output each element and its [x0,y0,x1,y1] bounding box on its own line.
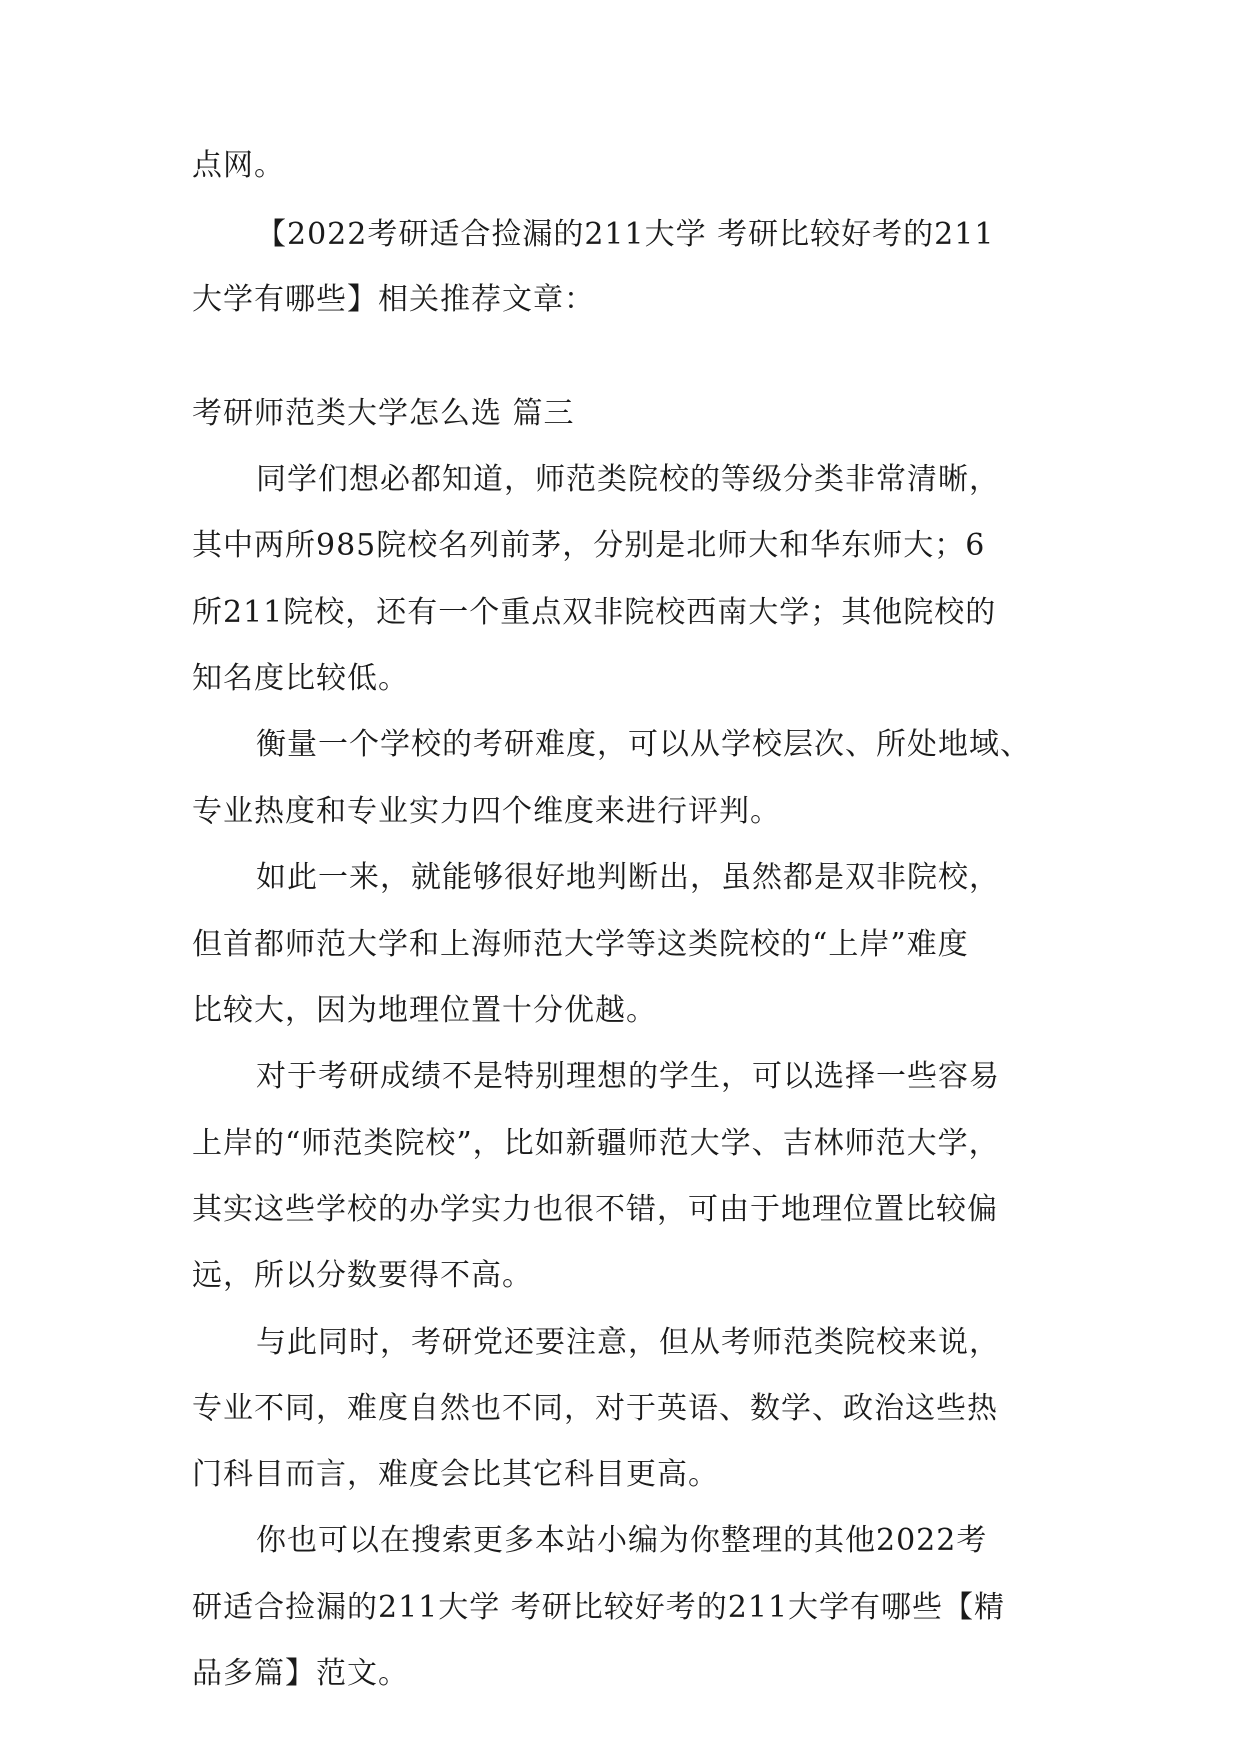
text-line: 上岸的“师范类院校”，比如新疆师范大学、吉林师范大学， [192,1126,1000,1161]
text-line: 大学有哪些】相关推荐文章： [192,282,595,317]
text-line: 但首都师范大学和上海师范大学等这类院校的“上岸”难度 [192,927,969,962]
text-line: 专业热度和专业实力四个维度来进行评判。 [192,794,781,829]
text-line: 研适合捡漏的211大学 考研比较好考的211大学有哪些【精 [192,1590,1006,1625]
text-line: 【2022考研适合捡漏的211大学 考研比较好考的211 [256,217,995,252]
section-heading: 考研师范类大学怎么选 篇三 [192,396,575,431]
text-line: 你也可以在搜索更多本站小编为你整理的其他2022考 [256,1523,988,1558]
text-line: 其实这些学校的办学实力也很不错，可由于地理位置比较偏 [192,1192,998,1227]
text-line: 知名度比较低。 [192,661,409,696]
text-line: 所211院校，还有一个重点双非院校西南大学；其他院校的 [192,595,997,630]
text-line: 其中两所985院校名列前茅，分别是北师大和华东师大；6 [192,528,986,563]
text-line: 门科目而言，难度会比其它科目更高。 [192,1457,719,1492]
text-line: 远，所以分数要得不高。 [192,1258,533,1293]
text-line: 衡量一个学校的考研难度，可以从学校层次、所处地域、 [256,727,1031,762]
text-line: 对于考研成绩不是特别理想的学生，可以选择一些容易 [256,1059,1000,1094]
text-line: 品多篇】范文。 [192,1656,409,1691]
text-line: 点网。 [192,148,285,183]
text-line: 专业不同，难度自然也不同，对于英语、数学、政治这些热 [192,1391,998,1426]
text-line: 如此一来，就能够很好地判断出，虽然都是双非院校， [256,860,1000,895]
text-line: 与此同时，考研党还要注意，但从考师范类院校来说， [256,1325,1000,1360]
text-line: 同学们想必都知道，师范类院校的等级分类非常清晰， [256,462,1000,497]
text-line: 比较大，因为地理位置十分优越。 [192,993,657,1028]
